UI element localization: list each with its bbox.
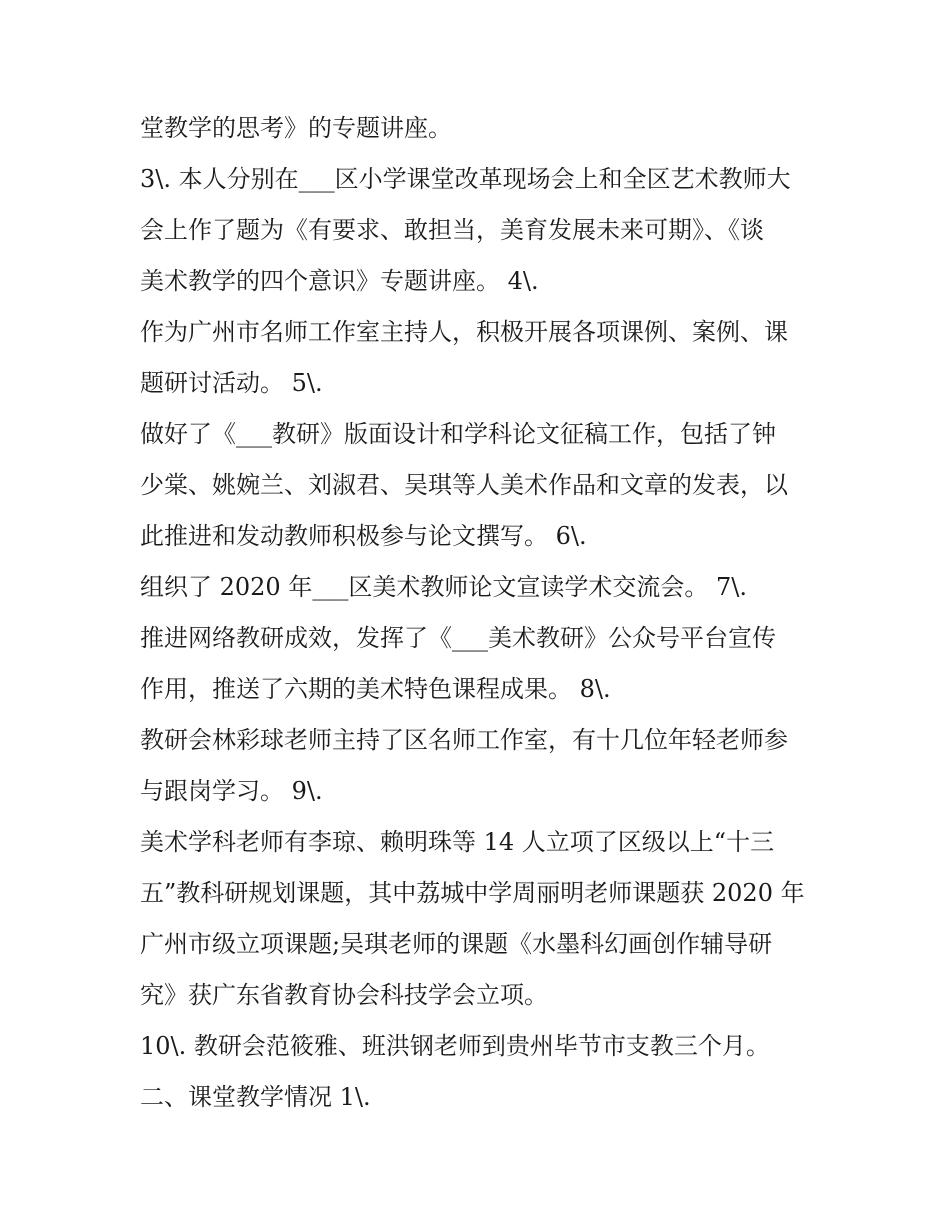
text-line: 作用，推送了六期的美术特色课程成果。 8\. bbox=[140, 675, 611, 703]
text-line: 教研会林彩球老师主持了区名师工作室，有十几位年轻老师参 bbox=[140, 726, 788, 754]
text-line: 10\. 教研会范筱雅、班洪钢老师到贵州毕节市支教三个月。 bbox=[140, 1032, 770, 1060]
text-line: 广州市级立项课题;吴琪老师的课题《水墨科幻画创作辅导研 bbox=[140, 930, 773, 958]
text-line: 3\. 本人分别在___区小学课堂改革现场会上和全区艺术教师大 bbox=[140, 165, 791, 193]
text-line: 做好了《___教研》版面设计和学科论文征稿工作，包括了钟 bbox=[140, 420, 776, 448]
text-line: 美术教学的四个意识》专题讲座。 4\. bbox=[140, 267, 539, 295]
text-line: 此推进和发动教师积极参与论文撰写。 6\. bbox=[140, 522, 587, 550]
text-line: 推进网络教研成效，发挥了《___美术教研》公众号平台宣传 bbox=[140, 624, 776, 652]
section-heading: 二、课堂教学情况 1\. bbox=[140, 1083, 371, 1111]
text-line: 五”教科研规划课题，其中荔城中学周丽明老师课题获 2020 年 bbox=[140, 879, 805, 907]
text-line: 与跟岗学习。 9\. bbox=[140, 777, 323, 805]
text-line: 美术学科老师有李琼、赖明珠等 14 人立项了区级以上“十三 bbox=[140, 828, 775, 856]
text-line: 题研讨活动。 5\. bbox=[140, 369, 323, 397]
text-line: 堂教学的思考》的专题讲座。 bbox=[140, 114, 452, 142]
text-line: 组织了 2020 年___区美术教师论文宣读学术交流会。 7\. bbox=[140, 573, 747, 601]
text-line: 会上作了题为《有要求、敢担当，美育发展未来可期》、《谈 bbox=[140, 216, 764, 244]
text-line: 作为广州市名师工作室主持人，积极开展各项课例、案例、课 bbox=[140, 318, 788, 346]
text-line: 究》获广东省教育协会科技学会立项。 bbox=[140, 981, 548, 1009]
text-line: 少棠、姚婉兰、刘淑君、吴琪等人美术作品和文章的发表，以 bbox=[140, 471, 788, 499]
document-body bbox=[140, 103, 830, 1123]
